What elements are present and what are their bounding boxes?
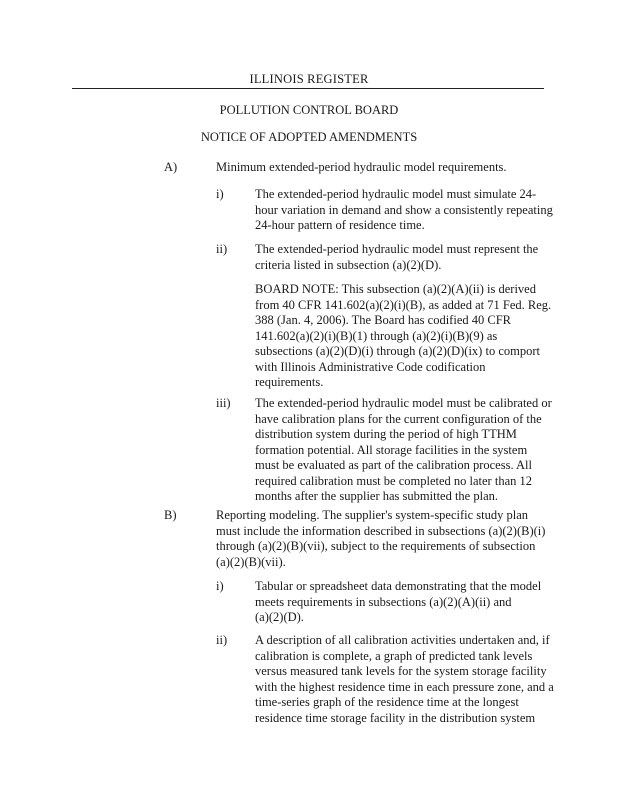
text-line: (a)(2)(D). [255,610,304,624]
text-line: Tabular or spreadsheet data demonstrating that the model [255,579,542,593]
text-line: required calibration must be completed no later than 12 [255,473,532,488]
text-line: must include the information described in subsections (a)(2)(B)(i) [216,523,546,538]
text-line: A description of all calibration activities undertaken and, if [255,633,550,647]
text-line: The extended-period hydraulic model must simulate 24- [255,187,537,201]
text-line: criteria listed in subsection (a)(2)(D). [255,257,442,272]
note-line: from 40 CFR 141.602(a)(2)(i)(B), as added at 71 Fed. Reg. [255,297,552,312]
note-line: BOARD NOTE: This subsection (a)(2)(A)(ii) is derived [255,282,536,296]
item-b-ii-text [255,633,554,726]
text-line: 24-hour pattern of residence time. [255,218,425,232]
item-b-i-marker: i) [216,579,224,593]
notice-title: NOTICE OF ADOPTED AMENDMENTS [200,130,418,144]
text-line: meets requirements in subsections (a)(2)(A)(ii) and [255,594,512,609]
text-line: The extended-period hydraulic model must represent the [255,242,539,256]
item-b-ii-marker: ii) [216,633,228,647]
board-title: POLLUTION CONTROL BOARD [219,103,399,117]
section-a-heading: Minimum extended-period hydraulic model requirements. [216,160,507,174]
text-line: The extended-period hydraulic model must be calibrated or [255,396,552,410]
item-a-ii-text [255,242,538,273]
board-note [255,282,551,391]
note-line: 141.602(a)(2)(i)(B)(1) through (a)(2)(i)(B)(9) as [255,328,498,343]
text-line: months after the supplier has submitted the plan. [255,489,499,503]
text-line: versus measured tank levels for the system storage facility [255,664,547,678]
item-a-i-text [255,187,553,234]
text-line: residence time storage facility in the distribution system [255,710,536,725]
text-line: through (a)(2)(B)(vii), subject to the requirements of subsection [216,539,536,553]
text-line: calibration is complete, a graph of predicted tank levels [255,648,533,663]
section-b-text [216,508,545,570]
note-line: 388 (Jan. 4, 2006). The Board has codified 40 CFR [255,313,511,327]
note-line: subsections (a)(2)(D)(i) through (a)(2)(D)(ix) to comport [255,344,540,358]
section-b-marker: B) [164,508,177,522]
text-line: time-series graph of the residence time at the longest [255,695,519,709]
text-line: Reporting modeling. The supplier's system-specific study plan [216,508,529,522]
text-line: hour variation in demand and show a consistently repeating [255,202,553,217]
header-rule [72,88,544,89]
text-line: have calibration plans for the current configuration of the [255,411,542,426]
text-line: distribution system during the period of high TTHM [255,427,517,441]
text-line: must be evaluated as part of the calibration process. All [255,458,532,472]
item-a-i-marker: i) [216,187,224,201]
text-line: (a)(2)(B)(vii). [216,554,286,569]
item-a-iii-text [255,396,552,505]
text-line: with the highest residence time in each pressure zone, and a [255,679,554,694]
section-a-marker: A) [164,160,178,174]
note-line: requirements. [255,375,324,389]
item-b-i-text [255,579,541,626]
item-a-iii-marker: iii) [216,396,231,410]
text-line: formation potential. All storage facilities in the system [255,442,528,457]
item-a-ii-marker: ii) [216,242,228,256]
note-line: with Illinois Administrative Code codification [255,359,486,374]
register-title: ILLINOIS REGISTER [249,72,369,86]
